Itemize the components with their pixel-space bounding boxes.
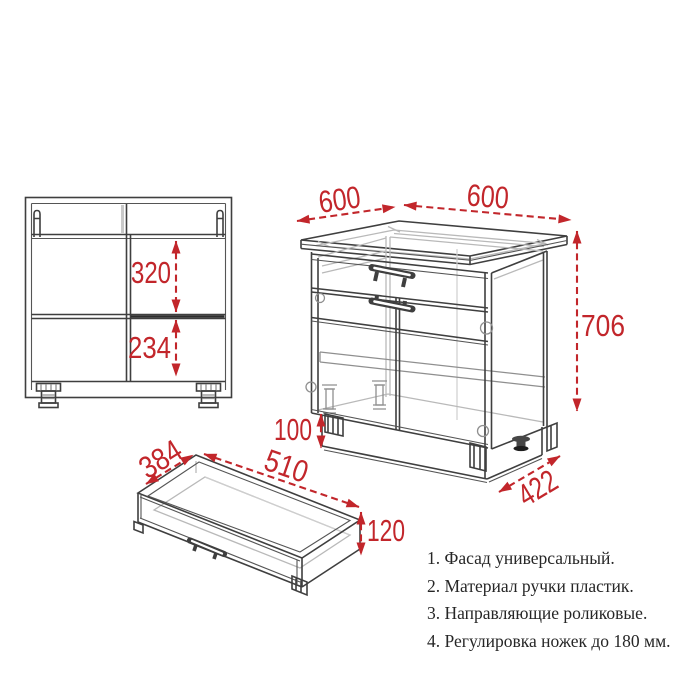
note-item: 4. Регулировка ножек до 180 мм. bbox=[427, 630, 671, 651]
drawer-handle bbox=[372, 268, 412, 288]
dim-cabinet-depth-label: 600 bbox=[316, 177, 373, 220]
dim-front-upper-label: 320 bbox=[131, 255, 171, 290]
cabinet-dim-width-top bbox=[404, 177, 571, 220]
dim-cabinet-height-label: 706 bbox=[581, 308, 625, 343]
cabinet-3d-view bbox=[274, 177, 625, 513]
cabinet-dim-depth-top bbox=[297, 179, 395, 221]
adjustable-foot bbox=[512, 436, 530, 451]
plinth-bracket bbox=[470, 443, 486, 471]
drawer-slide-bracket-left bbox=[34, 211, 40, 238]
notes-list bbox=[427, 545, 677, 655]
note-item: 3. Направляющие роликовые. bbox=[427, 603, 648, 623]
front-dim-upper bbox=[131, 241, 176, 312]
door-divider bbox=[396, 298, 400, 431]
dim-cabinet-base-depth-label: 422 bbox=[511, 456, 574, 514]
note-item: 1. Фасад универсальный. bbox=[427, 548, 615, 568]
front-cabinet-outline bbox=[26, 198, 232, 398]
drawer-slide-bracket-right bbox=[217, 211, 223, 238]
drawer-front-handle bbox=[190, 541, 224, 560]
drawer-dim-height bbox=[361, 512, 405, 555]
dim-cabinet-leg-label: 100 bbox=[274, 412, 312, 447]
interior-leg bbox=[322, 385, 337, 413]
cabinet-shelf bbox=[320, 352, 545, 387]
drawer-front-panel bbox=[134, 493, 307, 595]
drawer-dim-depth bbox=[132, 428, 195, 486]
dim-drawer-width-label: 510 bbox=[259, 442, 321, 493]
countertop bbox=[301, 221, 567, 265]
dim-drawer-height-label: 120 bbox=[367, 513, 405, 548]
plinth-bracket bbox=[547, 423, 557, 451]
cabinet-dim-leg-height bbox=[274, 412, 321, 448]
front-dim-lower bbox=[128, 320, 176, 376]
drawer-box-rim bbox=[138, 455, 360, 587]
cabinet-dim-base-depth bbox=[499, 456, 574, 514]
dim-front-lower-label: 234 bbox=[128, 330, 171, 365]
note-item: 2. Материал ручки пластик. bbox=[427, 575, 634, 596]
front-cabinet-legs bbox=[37, 384, 221, 408]
dim-drawer-depth-label: 384 bbox=[132, 428, 195, 486]
dim-cabinet-width-label: 600 bbox=[465, 177, 520, 217]
cabinet-plinth bbox=[322, 414, 557, 483]
front-view-drawing bbox=[26, 198, 232, 408]
cabinet-dim-height bbox=[577, 231, 625, 411]
